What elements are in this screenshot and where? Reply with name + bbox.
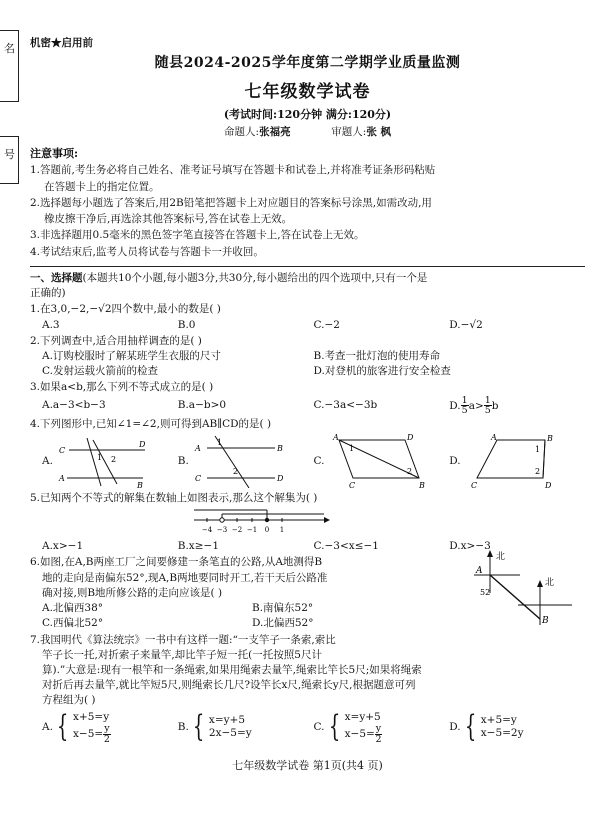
note-line: 4.考试结束后,监考人员将试卷与答题卡一并收回。 bbox=[30, 245, 264, 258]
equation: x−5=2y bbox=[480, 727, 524, 740]
q4-label-a: A. bbox=[42, 455, 53, 468]
q3-d-suffix: b bbox=[491, 399, 499, 412]
point-label: D bbox=[138, 439, 146, 449]
axis-tick-label: −4 bbox=[201, 526, 213, 535]
q5-option-c: C.−3<x≤−1 bbox=[313, 540, 379, 553]
equation-part: x−5= bbox=[344, 728, 375, 741]
angle-label: 2 bbox=[232, 466, 238, 476]
angle-label: 2 bbox=[110, 454, 117, 464]
point-label: C bbox=[470, 480, 477, 490]
q4-figures bbox=[30, 434, 585, 490]
angle-label: 2 bbox=[406, 466, 412, 476]
north-label: 北 bbox=[496, 552, 506, 563]
angle-label: 2 bbox=[534, 466, 540, 476]
option-label: C. bbox=[313, 720, 325, 733]
note-line: 1.答题前,考生务必将自己姓名、准考证号填写在答题卡和试卷上,并将准考证条形码粘贴 bbox=[30, 164, 436, 177]
exam-info: (考试时间:120分钟 满分:120分) bbox=[223, 108, 392, 122]
q6-line: 地的走向是南偏东52°,现A,B两地要同时开工,若干天后公路准 bbox=[42, 571, 328, 584]
name-box bbox=[0, 30, 19, 102]
axis-tick-label: −3 bbox=[216, 526, 228, 535]
fraction bbox=[375, 724, 382, 744]
q1-option-a: A.3 bbox=[42, 318, 60, 331]
q5-option-b: B.x≥−1 bbox=[177, 540, 220, 553]
page-footer: 七年级数学试卷 第1页(共4 页) bbox=[232, 759, 383, 773]
point-label: D bbox=[276, 473, 284, 483]
q5-option-a: A.x>−1 bbox=[42, 540, 84, 553]
point-label: C bbox=[58, 445, 66, 455]
q3-option-d bbox=[449, 396, 585, 416]
point-label: B bbox=[136, 480, 143, 488]
q6-option-b: B.南偏东52° bbox=[252, 602, 314, 615]
note-line: 2.选择题每小题选了答案后,用2B铅笔把答题卡上对应题目的答案标号涂黑,如需改动,用 bbox=[30, 196, 432, 209]
author-label: 命题人: bbox=[224, 126, 260, 139]
q4-option-b bbox=[178, 434, 314, 490]
q4-figure-d bbox=[465, 434, 565, 490]
q4-stem: 4.下列图形中,已知∠1=∠2,则可得到AB∥CD的是( ) bbox=[30, 417, 272, 430]
confidential-mark: 机密★启用前 bbox=[30, 37, 93, 49]
paper-title: 七年级数学试卷 bbox=[244, 81, 371, 102]
option-label: B. bbox=[177, 720, 189, 733]
q4-label-c: C. bbox=[313, 455, 325, 468]
q7-line: 算).”大意是:现有一根竿和一条绳索,如果用绳索去量竿,绳索比竿长5尺;如果将绳索 bbox=[42, 664, 422, 676]
question-5 bbox=[30, 491, 585, 555]
q1-option-c: C.−2 bbox=[313, 318, 340, 331]
exam-title: 随县2024-2025学年度第二学期学业质量监测 bbox=[154, 55, 461, 72]
axis-tick-label: 0 bbox=[264, 526, 270, 535]
q6-line: 6.如图,在A,B两座工厂之间要修建一条笔直的公路,从A地测得B bbox=[30, 556, 323, 569]
question-2 bbox=[30, 334, 585, 380]
note-item bbox=[30, 244, 585, 260]
q6-option-a: A.北偏西38° bbox=[42, 602, 104, 615]
angle-label: 1 bbox=[348, 443, 354, 453]
number-label: 号 bbox=[4, 148, 15, 161]
point-a: A bbox=[476, 566, 483, 577]
option-label: D. bbox=[449, 720, 461, 733]
denominator: 2 bbox=[103, 733, 110, 745]
point-label: B bbox=[276, 443, 283, 453]
q7-option-b: B. { x=y+5 2x−5=y bbox=[177, 709, 252, 745]
point-label: D bbox=[406, 433, 413, 442]
q6-option-d: D.北偏西52° bbox=[252, 617, 314, 630]
question-4 bbox=[30, 417, 585, 490]
fraction bbox=[461, 396, 469, 416]
number-line-figure bbox=[190, 506, 330, 534]
axis-tick-label: −2 bbox=[231, 526, 243, 535]
equation: 2x−5=y bbox=[208, 727, 252, 740]
exam-page bbox=[30, 36, 585, 774]
question-7 bbox=[30, 633, 585, 745]
q1-option-d: D.−√2 bbox=[449, 318, 483, 331]
point-label: A bbox=[58, 473, 65, 483]
notes-list bbox=[30, 162, 585, 260]
equation-part: x−5= bbox=[73, 728, 104, 741]
q5-number-line bbox=[30, 506, 585, 539]
binding-margin bbox=[0, 0, 22, 835]
numerator: y bbox=[104, 723, 110, 735]
name-label: 名 bbox=[4, 42, 15, 55]
q4-option-a bbox=[42, 434, 178, 490]
angle-label: 1 bbox=[534, 444, 540, 454]
q3-stem: 3.如果a<b,那么下列不等式成立的是( ) bbox=[30, 381, 214, 394]
q3-option-a: A.a−3<b−3 bbox=[42, 398, 106, 411]
section-title: 一、选择题 bbox=[30, 271, 83, 284]
q5-stem: 5.已知两个不等式的解集在数轴上如图表示,那么这个解集为( ) bbox=[30, 491, 318, 504]
q3-d-mid: a> bbox=[468, 399, 484, 412]
notes-heading: 注意事项: bbox=[30, 147, 79, 161]
point-label: D bbox=[544, 480, 552, 490]
q7-option-c: C. { x=y+5 x−5= $\frac{y}{2}$ bbox=[313, 709, 382, 745]
q2-option-c: C.发射运载火箭前的检查 bbox=[42, 365, 158, 378]
q4-figure-a bbox=[57, 436, 149, 488]
q6-stem bbox=[30, 555, 410, 601]
authors-line bbox=[30, 125, 585, 140]
q6-options bbox=[30, 601, 462, 631]
q2-option-d: D.对登机的旅客进行安全检查 bbox=[313, 365, 451, 378]
q3-option-b: B.a−b>0 bbox=[177, 398, 227, 411]
angle-label: 1 bbox=[96, 452, 103, 462]
point-label: A bbox=[490, 433, 497, 442]
q5-option-d: D.x>−3 bbox=[449, 540, 491, 553]
reviewer-name: 张 枫 bbox=[366, 126, 391, 139]
q3-option-c: C.−3a<−3b bbox=[313, 398, 378, 411]
q3-d-label: D. bbox=[449, 399, 461, 412]
q7-line: 方程组为( ) bbox=[42, 694, 96, 707]
q3-options bbox=[30, 396, 585, 416]
q7-option-d: D. { x+5=y x−5=2y bbox=[449, 709, 524, 745]
equation: x=y+5 bbox=[208, 713, 246, 726]
denominator: 2 bbox=[375, 733, 382, 745]
q4-option-c bbox=[314, 434, 450, 490]
note-item bbox=[30, 162, 585, 195]
q6-option-c: C.西偏北52° bbox=[42, 617, 104, 630]
q2-stem: 2.下列调查中,适合用抽样调查的是( ) bbox=[30, 334, 202, 347]
point-label: C bbox=[194, 473, 201, 483]
fraction bbox=[484, 396, 492, 416]
point-label: A bbox=[332, 433, 339, 442]
q7-line: 7.我国明代《算法统宗》一书中有这样一题:“一支竿子一条索,索比 bbox=[30, 633, 336, 646]
question-1 bbox=[30, 302, 585, 332]
section-desc-cont: 正确的) bbox=[30, 287, 66, 300]
numerator: y bbox=[375, 723, 382, 735]
q4-figure-c bbox=[329, 434, 429, 490]
q2-options bbox=[30, 349, 585, 379]
point-label: A bbox=[194, 443, 201, 453]
q7-options bbox=[30, 711, 585, 745]
q1-option-b: B.0 bbox=[177, 318, 196, 331]
note-line: 橡皮擦干净后,再选涂其他答案标号,答在试卷上无效。 bbox=[44, 213, 293, 226]
q2-option-a: A.订购校服时了解某班学生衣服的尺寸 bbox=[42, 349, 221, 362]
angle-label: 1 bbox=[216, 437, 222, 447]
q4-figure-b bbox=[193, 436, 285, 488]
angle-label: 52 bbox=[480, 588, 491, 598]
axis-tick-label: −1 bbox=[246, 526, 258, 535]
q7-line: 对折后再去量竿,就比竿短5尺,则绳索长几尺?设竿长x尺,绳索长y尺,根据题意可列 bbox=[42, 679, 416, 692]
option-label: A. bbox=[42, 720, 53, 733]
numerator: 1 bbox=[461, 394, 468, 406]
divider bbox=[30, 266, 585, 267]
equation: x=y+5 bbox=[344, 710, 381, 723]
equation: x+5=y bbox=[480, 713, 517, 726]
point-b: B bbox=[542, 616, 549, 627]
denominator: 5 bbox=[461, 405, 468, 417]
equation bbox=[345, 724, 383, 744]
q4-label-d: D. bbox=[449, 455, 461, 468]
numerator: 1 bbox=[484, 394, 491, 406]
point-label: B bbox=[418, 480, 425, 490]
point-label: B bbox=[546, 433, 553, 443]
author-name: 张福亮 bbox=[259, 126, 291, 139]
axis-tick-label: 1 bbox=[279, 526, 285, 535]
reviewer-label: 审题人: bbox=[331, 126, 367, 139]
fraction bbox=[103, 724, 110, 744]
question-6 bbox=[30, 552, 585, 631]
equation: x+5=y bbox=[73, 710, 110, 723]
q7-line: 竿子长一托,对折索子来量竿,却比竿子短一托(一托按照5尺计 bbox=[42, 648, 322, 661]
note-line: 在答题卡上的指定位置。 bbox=[44, 180, 160, 193]
q2-option-b: B.考查一批灯泡的使用寿命 bbox=[313, 349, 441, 362]
denominator: 5 bbox=[484, 405, 491, 417]
section-desc: (本题共10个小题,每小题3分,共30分,每小题给出的四个选项中,只有一个是 bbox=[82, 271, 428, 284]
question-3 bbox=[30, 380, 585, 415]
q7-option-a: A. { x+5=y x−5= $\frac{y}{2}$ bbox=[42, 709, 110, 745]
north-label: 北 bbox=[545, 578, 555, 589]
number-box bbox=[0, 136, 19, 184]
q1-options bbox=[30, 318, 585, 333]
note-line: 3.非选择题用0.5毫米的黑色签字笔直接答在答题卡上,答在试卷上无效。 bbox=[30, 229, 365, 242]
section-heading bbox=[30, 271, 585, 286]
note-item bbox=[30, 227, 585, 243]
q4-label-b: B. bbox=[177, 455, 189, 468]
equation bbox=[73, 724, 111, 744]
section-one bbox=[30, 271, 585, 744]
q4-option-d bbox=[449, 434, 585, 490]
q1-stem: 1.在3,0,−2,−√2四个数中,最小的数是( ) bbox=[30, 303, 221, 316]
q6-figure bbox=[470, 549, 580, 627]
note-item bbox=[30, 195, 585, 228]
point-label: C bbox=[348, 480, 355, 490]
q6-line: 确对接,则B地所修公路的走向应该是( ) bbox=[42, 586, 223, 599]
